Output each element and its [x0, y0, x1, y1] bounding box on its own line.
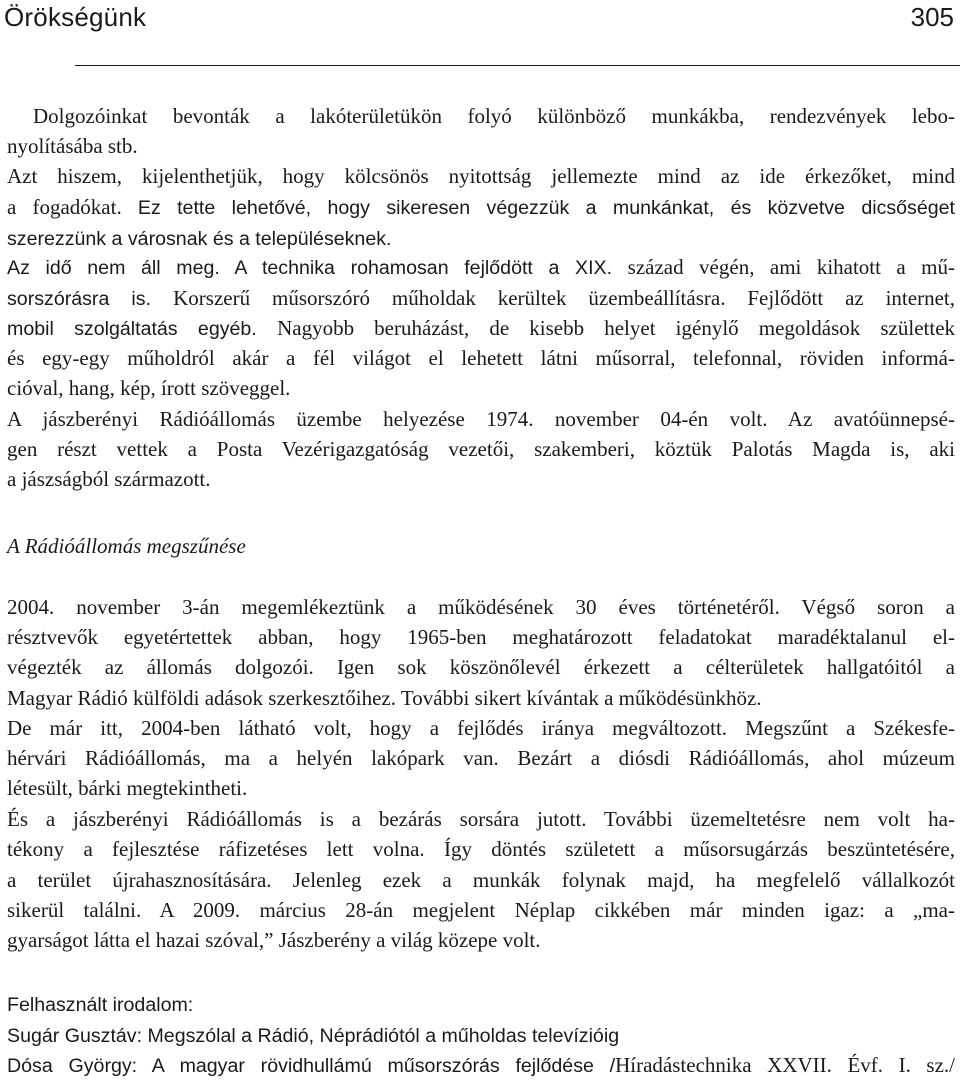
text-line: [7, 313, 955, 343]
text-segment: Ez tette lehetővé, hogy sikeresen végezzük a munkánkat, és közvetve dicsőséget: [137, 197, 955, 219]
text-segment: a terület újrahasznosítására. Jelenleg ezek a munkák folynak majd, ha megfelelő vállalkozót: [7, 868, 955, 892]
reference-line: [7, 989, 193, 1019]
text-line: [7, 131, 138, 161]
page-header: [0, 0, 960, 40]
text-segment: gyarságot látta el hazai szóval,” Jászberény a világ közepe volt.: [7, 928, 541, 952]
text-segment: mobil szolgáltatás egyéb.: [7, 318, 278, 340]
text-segment: Magyar Rádió külföldi adások szerkesztőihez. További sikert kívántak a működésünkhöz.: [7, 686, 762, 710]
text-segment: sorszórásra is.: [7, 288, 174, 310]
text-line: [7, 192, 955, 222]
text-segment: Dolgozóinkat bevonták a lakóterületükön folyó különböző munkákba, rendezvények lebo-: [33, 104, 955, 128]
text-line: [7, 283, 955, 313]
text-line: [7, 343, 955, 373]
text-line: [7, 773, 247, 803]
text-segment: résztvevők egyetértettek abban, hogy 1965-ben meghatározott feladatokat maradéktalanul el-: [7, 625, 955, 649]
text-line: [7, 834, 955, 864]
text-line: [7, 895, 955, 925]
text-segment: hérvári Rádióállomás, ma a helyén lakópark van. Bezárt a diósdi Rádióállomás, ahol múzeum: [7, 746, 955, 770]
text-line: [7, 464, 211, 494]
text-segment: A Rádióállomás megszűnése: [7, 534, 246, 558]
section-heading: [7, 531, 246, 561]
text-line: [7, 865, 955, 895]
text-segment: a fogadókat.: [7, 195, 138, 219]
text-segment: Azt hiszem, kijelenthetjük, hogy kölcsönös nyitottság jellemezte mind az ide érkezőket, mind: [7, 164, 955, 188]
text-line: [7, 434, 955, 464]
text-line: [7, 743, 955, 773]
text-segment: és egy-egy műholdról akár a fél világot el lehetett látni műsorral, telefonnal, röviden informá-: [7, 346, 955, 370]
text-segment: 2004. november 3-án megemlékeztünk a működésének 30 éves történetéről. Végső soron a: [7, 595, 955, 619]
text-line: [7, 373, 290, 403]
text-segment: A jászberényi Rádióállomás üzembe helyezése 1974. november 04-én volt. Az avatóünnepsé-: [7, 407, 955, 431]
text-segment: Korszerű műsorszóró műholdak kerültek üzembeállításra. Fejlődött az internet,: [173, 286, 955, 310]
text-segment: Felhasznált irodalom:: [7, 994, 194, 1016]
text-segment: Dósa György: A magyar rövidhullámú műsorszórás fejlődése /: [7, 1055, 616, 1077]
text-segment: Nagyobb beruházást, de kisebb helyet igénylő megoldások születtek: [277, 316, 956, 340]
text-segment: És a jászberényi Rádióállomás is a bezárás sorsára jutott. További üzemeltetésre nem volt ha-: [7, 807, 955, 831]
text-segment: sikerül találni. A 2009. március 28-án megjelent Néplap cikkében már minden igaz: a „ma-: [7, 898, 955, 922]
text-segment: a jászságból származott.: [7, 467, 211, 491]
page-number: 305: [910, 2, 954, 32]
text-line: [7, 404, 955, 434]
text-line: [7, 652, 955, 682]
text-line: [7, 804, 955, 834]
text-segment: gen részt vettek a Posta Vezérigazgatóság vezetői, szakemberi, köztük Palotás Magda is, aki: [7, 437, 955, 461]
text-line: [7, 252, 955, 282]
reference-line: [7, 1020, 619, 1050]
text-line: [7, 683, 762, 713]
header-rule: [75, 65, 960, 66]
text-line: [7, 713, 955, 743]
text-line: [7, 592, 955, 622]
text-segment: Az idő nem áll meg. A technika rohamosan fejlődött a XIX.: [7, 257, 628, 279]
text-line: [7, 925, 541, 955]
text-segment: Híradástechnika XXVII. Évf. I. sz./: [615, 1053, 955, 1077]
text-segment: szerezzünk a városnak és a településeknek.: [7, 228, 392, 250]
text-line: [7, 622, 955, 652]
text-line: [7, 161, 955, 191]
text-segment: nyolításába stb.: [7, 134, 138, 158]
text-segment: tékony a fejlesztése ráfizetéses lett volna. Így döntés született a műsorsugárzás beszüntetésére,: [7, 837, 955, 861]
text-segment: végezték az állomás dolgozói. Igen sok köszönőlevél érkezett a célterületek hallgatóitól a: [7, 655, 955, 679]
running-title: Örökségünk: [4, 2, 147, 32]
text-segment: létesült, bárki megtekintheti.: [7, 776, 248, 800]
text-segment: Sugár Gusztáv: Megszólal a Rádió, Néprádiótól a műholdas televízióig: [7, 1025, 620, 1047]
text-line: [33, 101, 955, 131]
text-segment: De már itt, 2004-ben látható volt, hogy a fejlődés iránya megváltozott. Megszűnt a Székesfe-: [7, 716, 955, 740]
text-segment: század végén, ami kihatott a mű-: [627, 255, 955, 279]
text-line: [7, 223, 391, 253]
reference-line: [7, 1050, 955, 1080]
text-segment: cióval, hang, kép, írott szöveggel.: [7, 376, 291, 400]
